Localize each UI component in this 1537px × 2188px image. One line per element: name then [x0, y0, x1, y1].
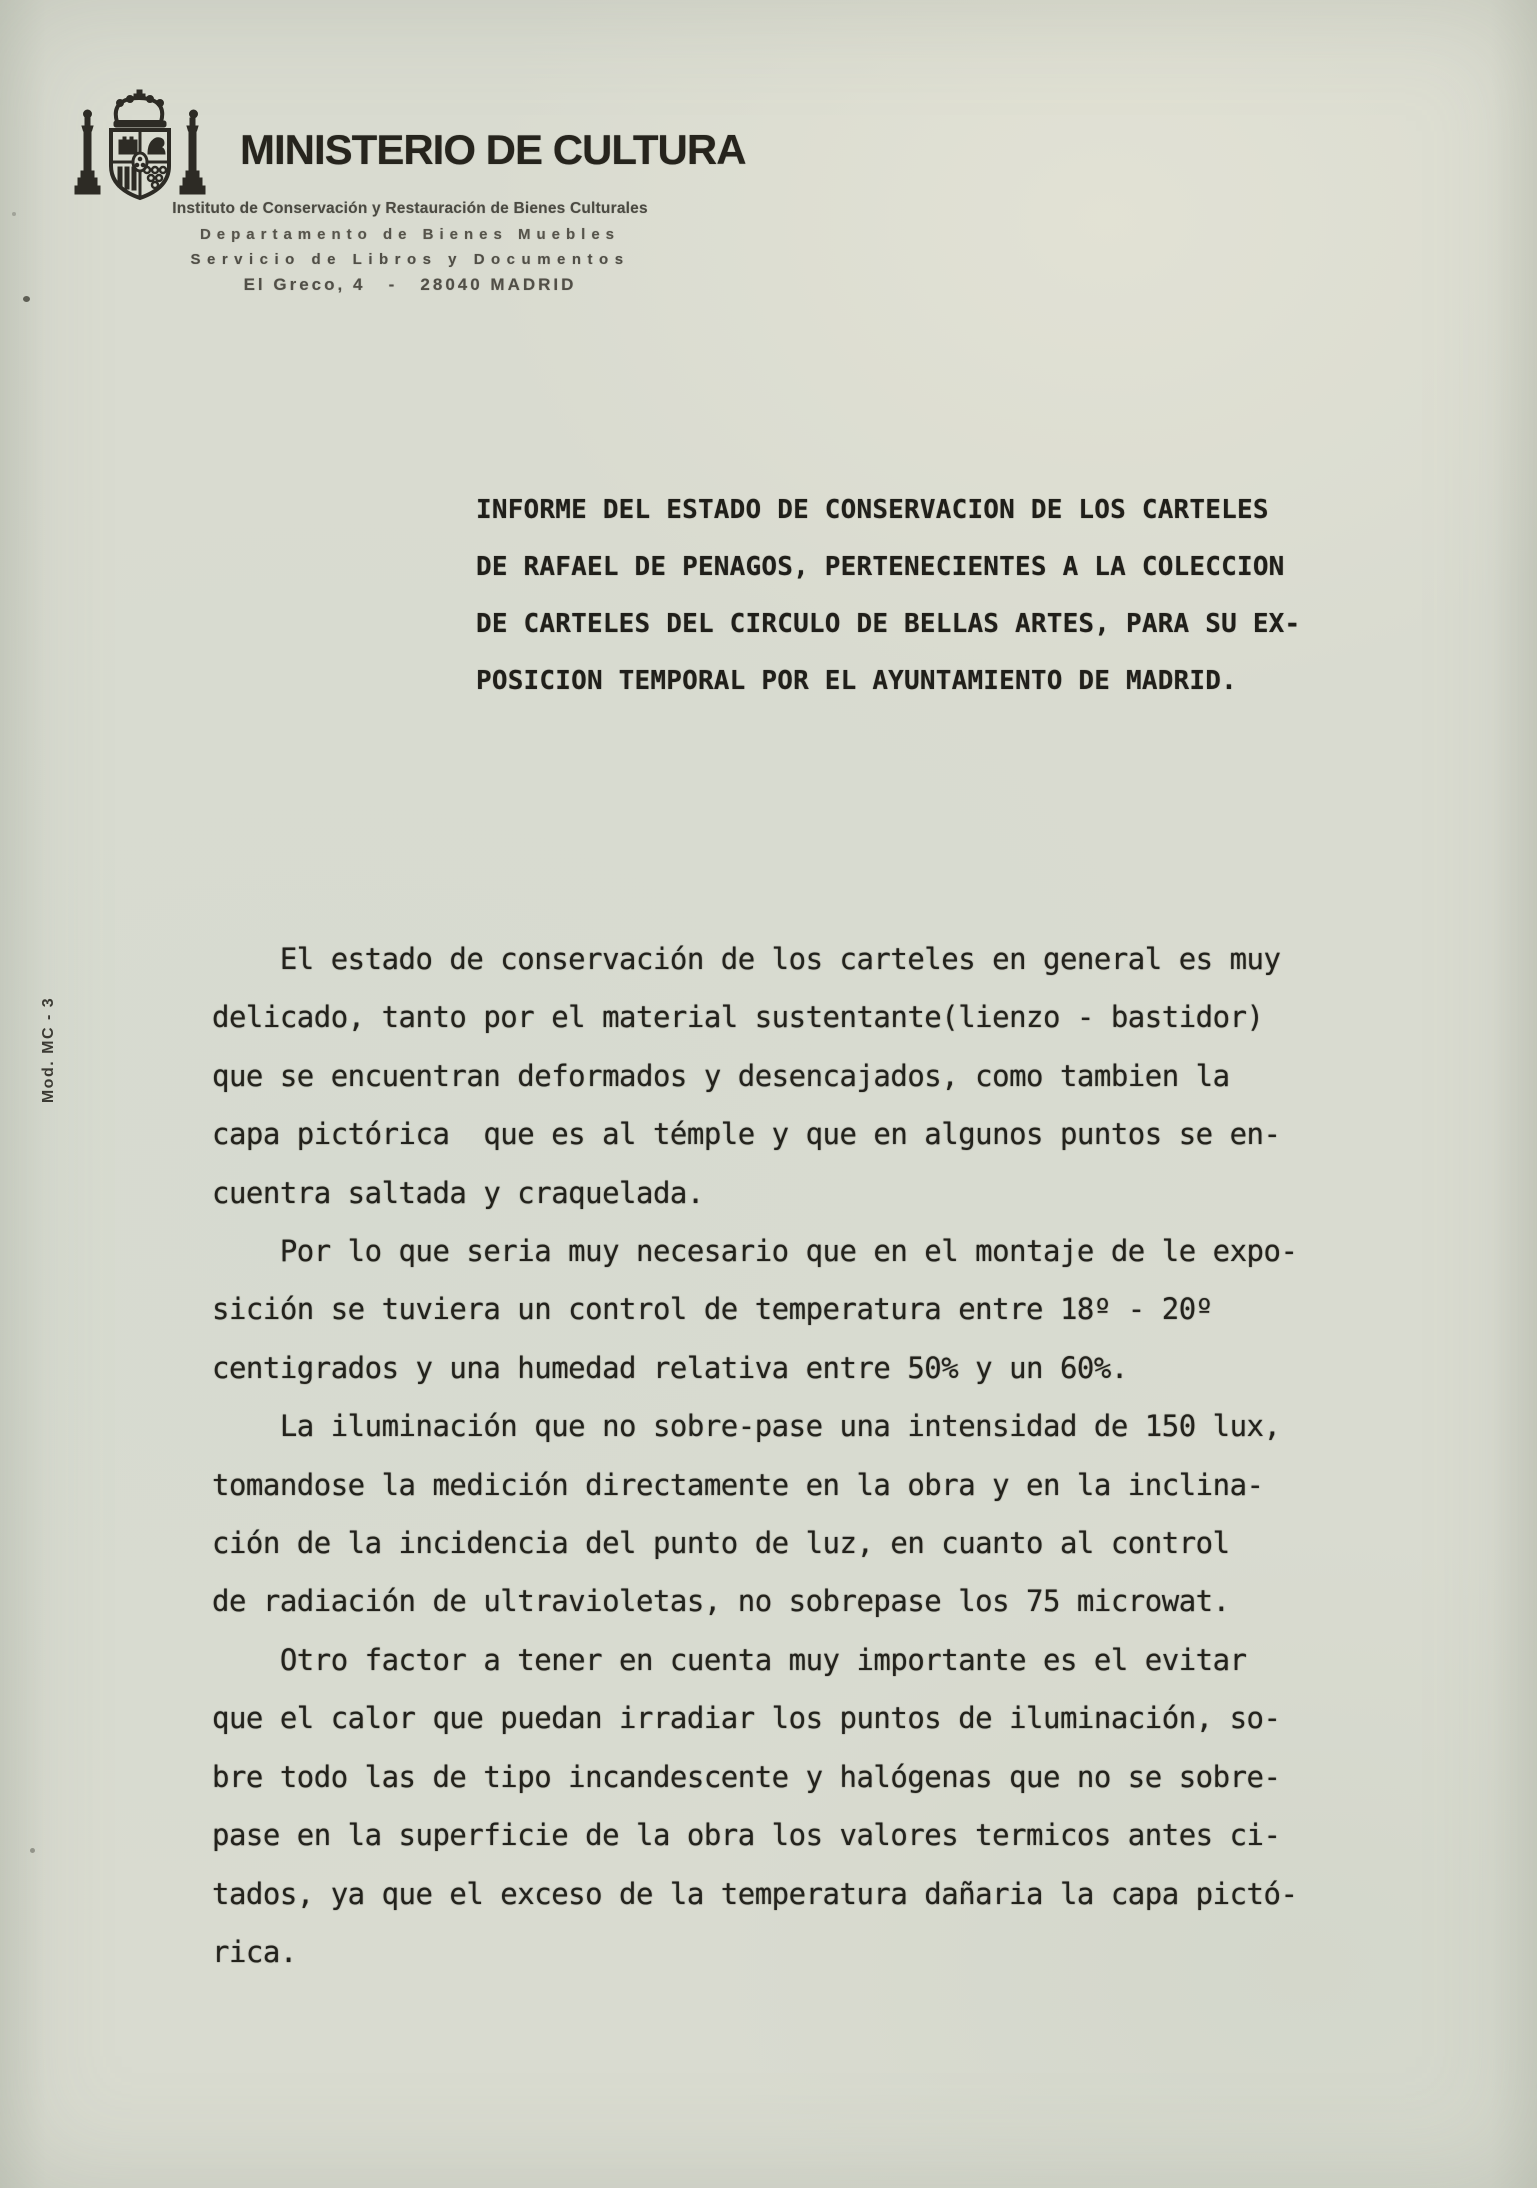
report-body-line: ción de la incidencia del punto de luz, en cuanto al control — [212, 1526, 1230, 1561]
letterhead-org-block — [90, 196, 730, 298]
report-body-line: cuentra saltada y craquelada. — [212, 1175, 704, 1210]
report-title-line: DE RAFAEL DE PENAGOS, PERTENECIENTES A LA COLECCION — [476, 552, 1285, 582]
report-body-line: capa pictórica que es al témple y que en algunos puntos se en- — [212, 1117, 1281, 1152]
report-body-line: Otro factor a tener en cuenta muy importante es el evitar — [212, 1642, 1247, 1677]
report-body-line: bre todo las de tipo incandescente y halógenas que no se sobre- — [212, 1759, 1281, 1794]
ministry-title: MINISTERIO DE CULTURA — [240, 126, 746, 173]
report-body-line: Por lo que seria muy necesario que en el montaje de le expo- — [212, 1234, 1298, 1269]
report-body-line: centigrados y una humedad relativa entre 50% y un 60%. — [212, 1350, 1128, 1385]
report-title — [476, 482, 1300, 710]
report-body-line: que el calor que puedan irradiar los puntos de iluminación, so- — [212, 1701, 1281, 1736]
letterhead-org-line: El Greco, 4 - 28040 MADRID — [243, 275, 577, 294]
scan-speck — [23, 296, 30, 302]
spain-coat-of-arms-icon — [73, 88, 207, 204]
report-body-line: de radiación de ultravioletas, no sobrepase los 75 microwat. — [212, 1584, 1230, 1619]
letterhead-org-line: Departamento de Bienes Muebles — [199, 226, 621, 243]
form-model-label: Mod. MC - 3 — [40, 996, 57, 1104]
report-body-line: que se encuentran deformados y desencajados, como tambien la — [212, 1058, 1230, 1093]
scan-speck — [12, 212, 16, 216]
report-body-line: pase en la superficie de la obra los valores termicos antes ci- — [212, 1818, 1281, 1853]
report-body — [212, 930, 1297, 1981]
report-title-line: DE CARTELES DEL CIRCULO DE BELLAS ARTES, PARA SU EX- — [476, 609, 1301, 639]
report-body-line: rica. — [212, 1934, 297, 1969]
report-body-line: tomandose la medición directamente en la obra y en la inclina- — [212, 1467, 1264, 1502]
report-body-line: El estado de conservación de los carteles en general es muy — [212, 942, 1281, 976]
report-body-line: tados, ya que el exceso de la temperatura dañaria la capa pictó- — [212, 1876, 1298, 1911]
report-title-line: INFORME DEL ESTADO DE CONSERVACION DE LOS CARTELES — [476, 495, 1269, 525]
report-body-line: sición se tuviera un control de temperatura entre 18º - 20º — [212, 1292, 1213, 1327]
letterhead-org-line: Servicio de Libros y Documentos — [190, 251, 630, 268]
letterhead-org-line: Instituto de Conservación y Restauración de Bienes Culturales — [172, 200, 648, 217]
report-title-line: POSICION TEMPORAL POR EL AYUNTAMIENTO DE MADRID. — [476, 666, 1237, 696]
report-body-line: La iluminación que no sobre-pase una intensidad de 150 lux, — [212, 1409, 1281, 1444]
scan-speck — [30, 1848, 35, 1853]
report-body-line: delicado, tanto por el material sustentante(lienzo - bastidor) — [212, 1000, 1264, 1035]
